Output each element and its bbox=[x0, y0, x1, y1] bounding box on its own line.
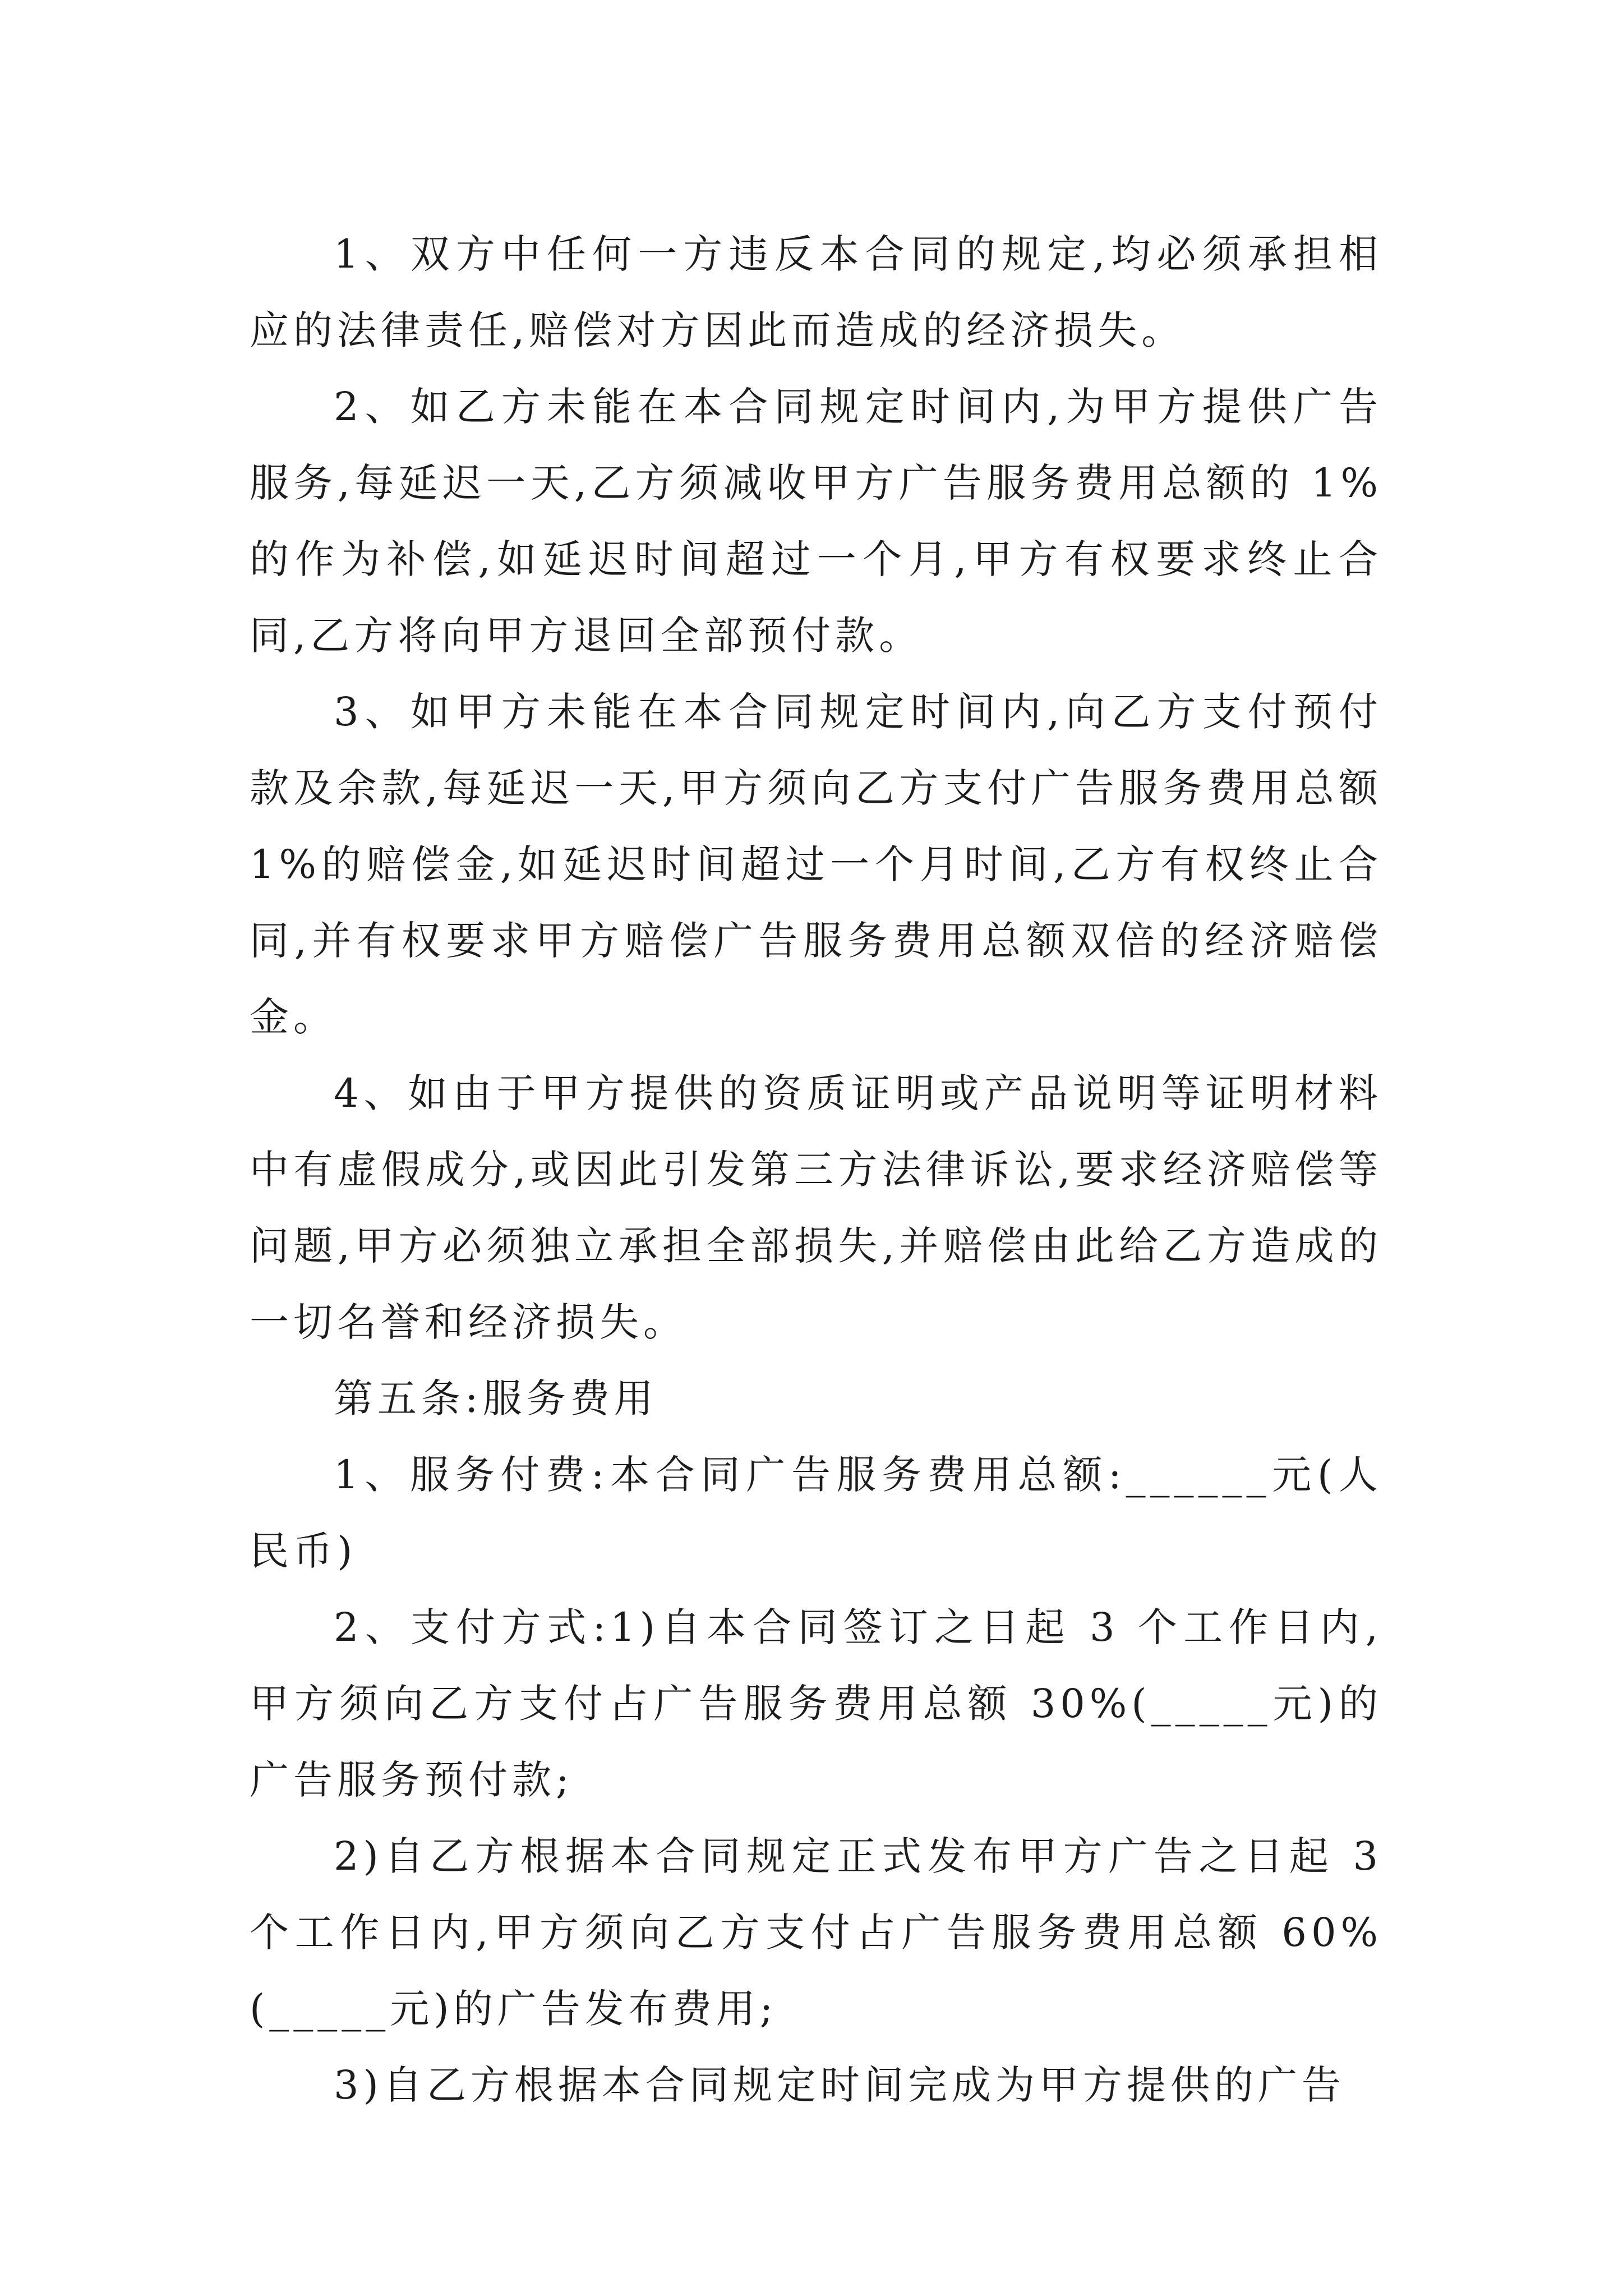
clause-paragraph-4: 4、如由于甲方提供的资质证明或产品说明等证明材料中有虚假成分,或因此引发第三方法律诉讼,要求经济赔偿等问题,甲方必须独立承担全部损失,并赔偿由此给乙方造成的一切名誉和经济损失。 bbox=[250, 1070, 1382, 1345]
document-body bbox=[250, 216, 1382, 2123]
payment-step-3-paragraph: 3)自乙方根据本合同规定时间完成为甲方提供的广告 bbox=[334, 2062, 1345, 2108]
payment-method-paragraph: 2、支付方式:1)自本合同签订之日起 3 个工作日内,甲方须向乙方支付占广告服务费用总额 30%(_____元)的广告服务预付款; bbox=[250, 1604, 1382, 1803]
clause-paragraph-3: 3、如甲方未能在本合同规定时间内,向乙方支付预付款及余款,每延迟一天,甲方须向乙方支付广告服务费用总额 1%的赔偿金,如延迟时间超过一个月时间,乙方有权终止合同,并有权要求甲方赔偿广告服务费用总额双倍的经济赔偿金。 bbox=[250, 689, 1382, 1040]
fee-total-paragraph: 1、服务付费:本合同广告服务费用总额:______元(人民币) bbox=[250, 1452, 1382, 1574]
payment-step-2-paragraph: 2)自乙方根据本合同规定正式发布甲方广告之日起 3 个工作日内,甲方须向乙方支付占广告服务费用总额 60%(_____元)的广告发布费用; bbox=[250, 1833, 1382, 2032]
clause-paragraph-1: 1、双方中任何一方违反本合同的规定,均必须承担相应的法律责任,赔偿对方因此而造成的经济损失。 bbox=[250, 231, 1382, 353]
section-heading-article-5: 第五条:服务费用 bbox=[334, 1375, 658, 1421]
clause-paragraph-2: 2、如乙方未能在本合同规定时间内,为甲方提供广告服务,每延迟一天,乙方须减收甲方广告服务费用总额的 1%的作为补偿,如延迟时间超过一个月,甲方有权要求终止合同,乙方将向甲方退回全部预付款。 bbox=[250, 384, 1382, 659]
